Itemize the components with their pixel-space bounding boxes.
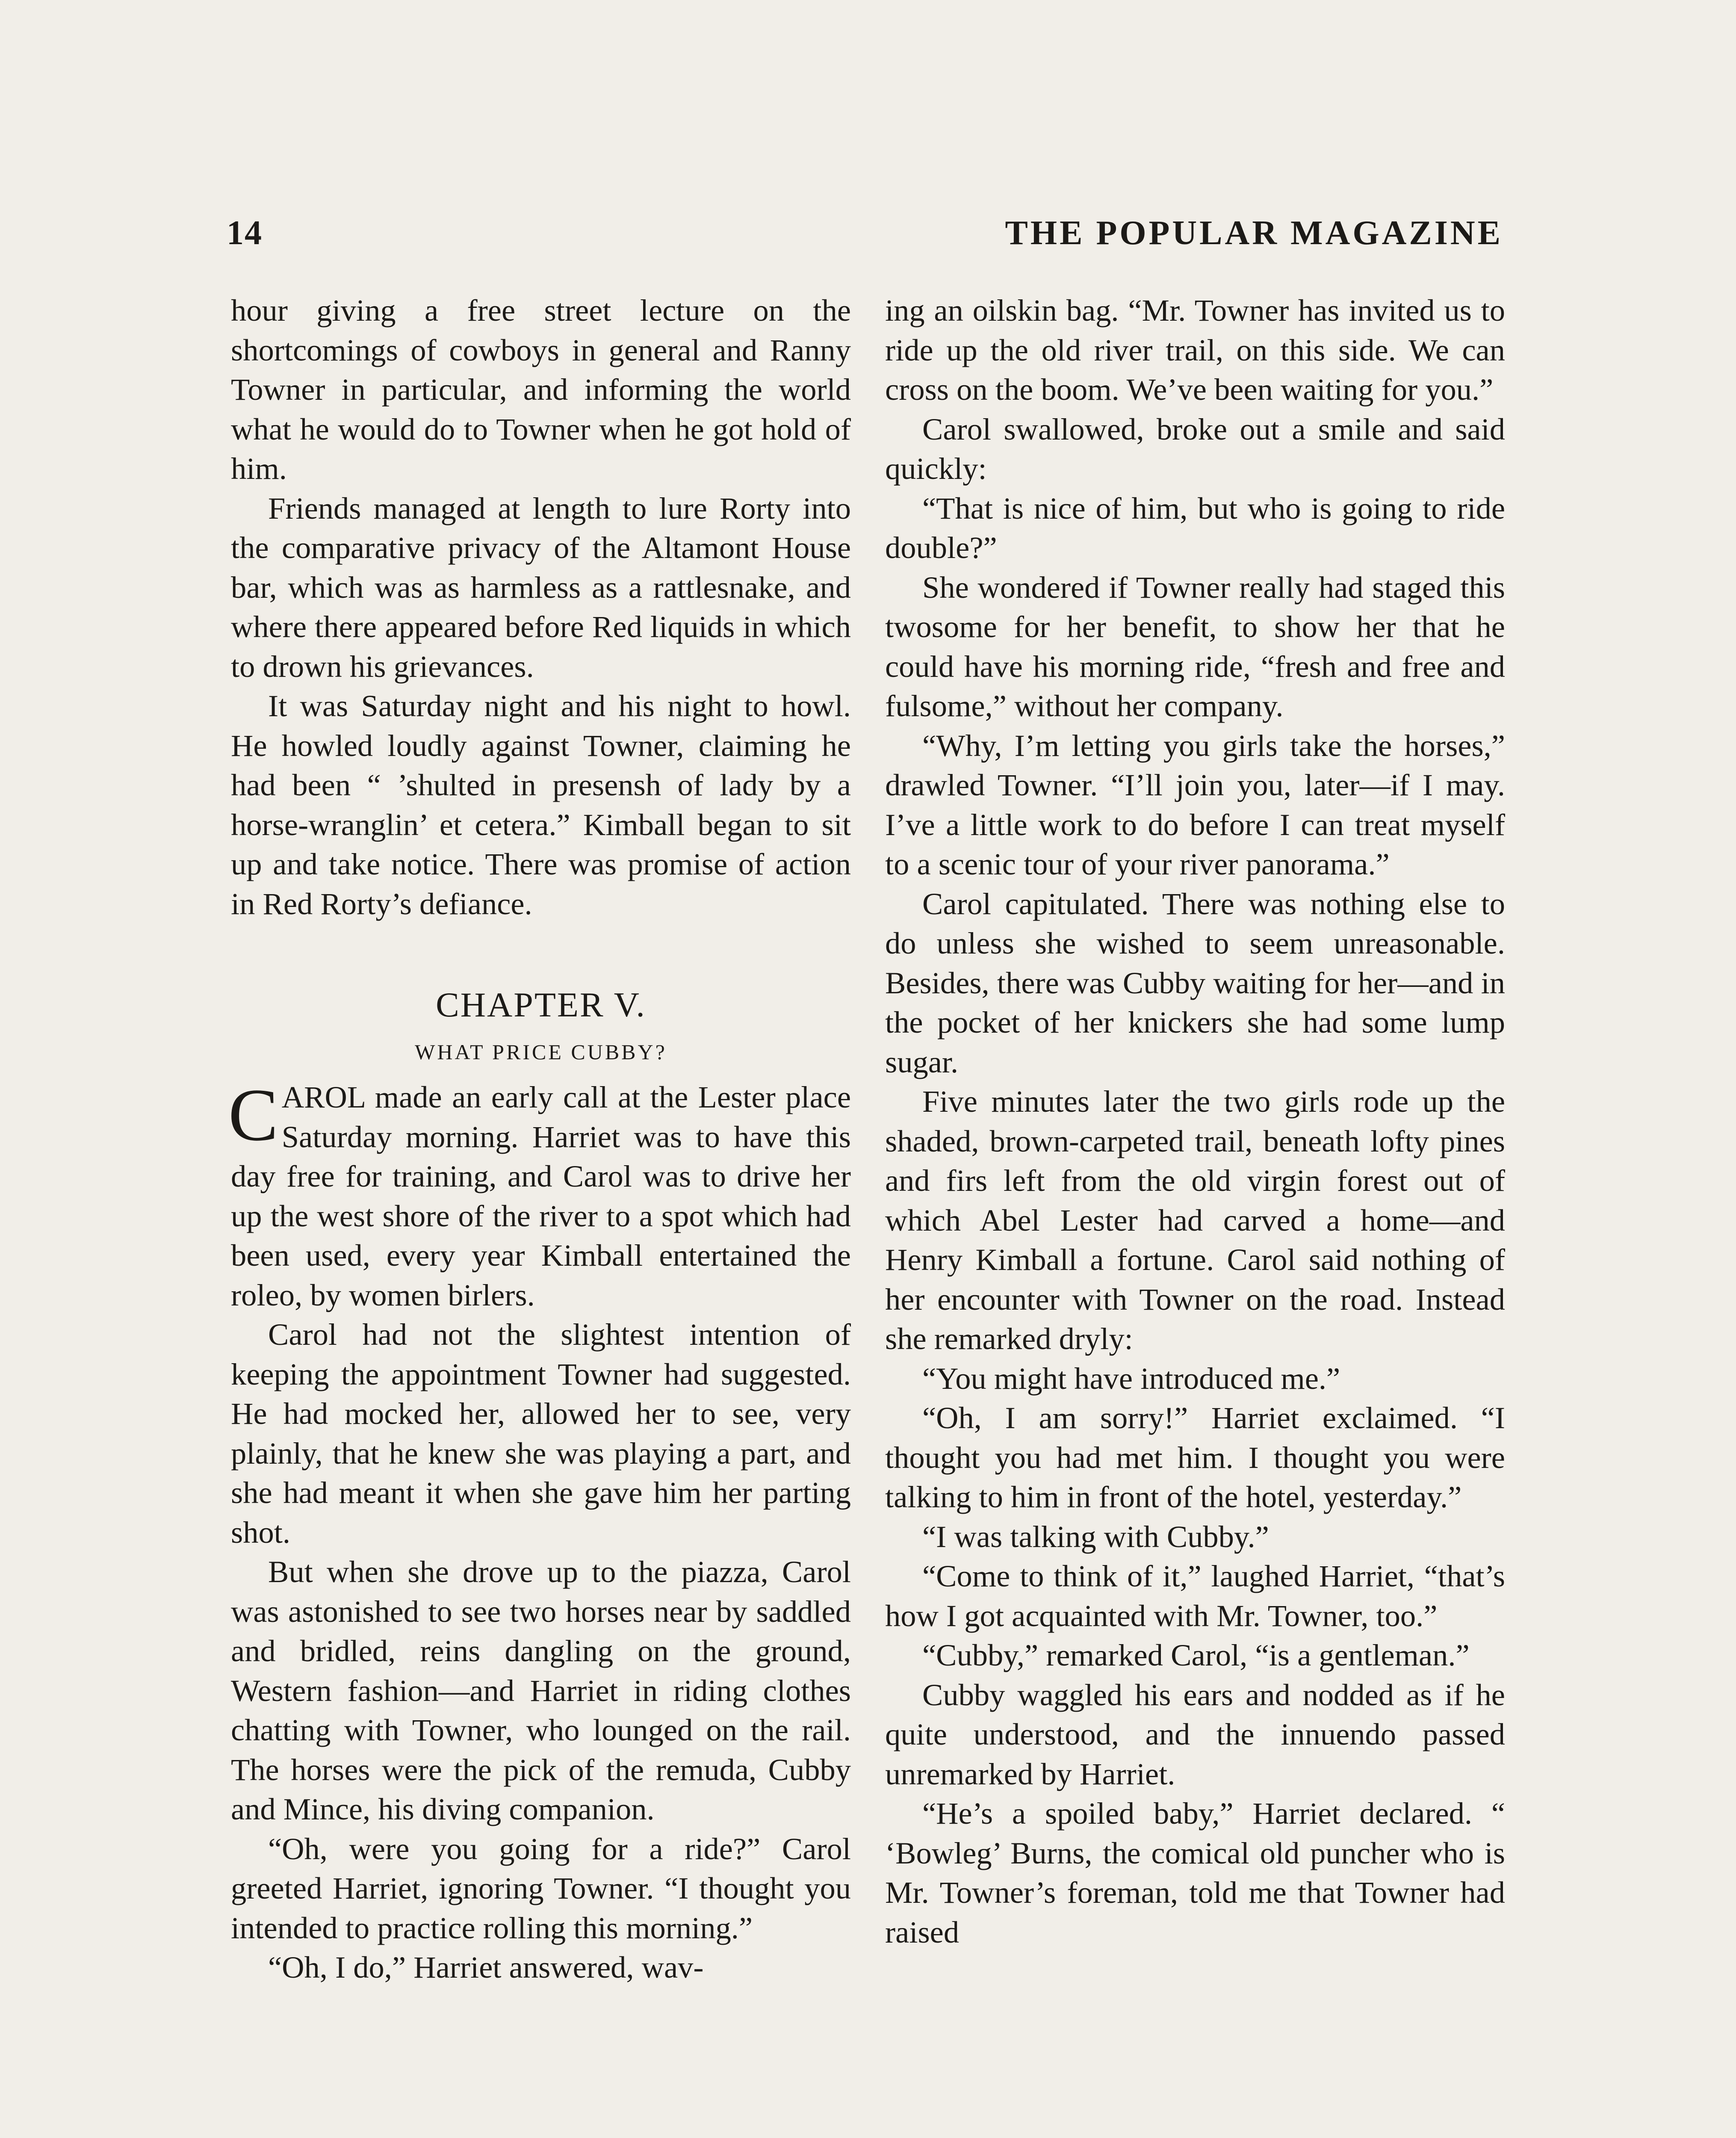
drop-cap: C <box>228 1073 278 1156</box>
paragraph: But when she drove up to the piazza, Carol was astonished to see two horses near by saddled and bridled, reins dangling on the ground, Western fashion—and Harriet in riding clothes chatting with Towner, who lounged on the rail. The horses were the pick of the remuda, Cubby and Mince, his diving companion. <box>231 1554 851 1826</box>
paragraph: “He’s a spoiled baby,” Harriet declared. “ ‘Bowleg’ Burns, the comical old puncher who is Mr. Towner’s foreman, told me that Towner had raised <box>885 1796 1505 1949</box>
chapter-title: CHAPTER V. <box>436 985 646 1024</box>
paragraph: Cubby waggled his ears and nodded as if he quite understood, and the innuendo passed unremarked by Harriet. <box>885 1677 1505 1791</box>
running-title: THE POPULAR MAGAZINE <box>1005 214 1503 252</box>
paragraph: “That is nice of him, but who is going to ride double?” <box>885 490 1505 565</box>
paragraph: Carol swallowed, broke out a smile and said quickly: <box>885 411 1505 486</box>
paragraph: “You might have introduced me.” <box>922 1361 1340 1396</box>
page-number: 14 <box>227 214 263 252</box>
chapter-subtitle: WHAT PRICE CUBBY? <box>415 1040 667 1064</box>
paragraph: It was Saturday night and his night to howl. He howled loudly against Towner, claiming he had been “ ’shulted in presensh of lady by a horse-wranglin’ et cetera.” Kimball began to sit up and take notice. There was promise of action in Red Rorty’s defiance. <box>231 688 851 921</box>
paragraph: “Oh, I am sorry!” Harriet exclaimed. “I thought you had met him. I thought you were talking to him in front of the hotel, yesterday.” <box>885 1400 1505 1514</box>
opening-text: AROL made an early call at the Lester place Saturday morning. Harriet was to have this day free for training, and Carol was to drive her up the west shore of the river to a spot which had been used, every year Kimball entertained the roleo, by women birlers. <box>231 1080 851 1312</box>
paragraph: Friends managed at length to lure Rorty into the comparative privacy of the Altamont House bar, which was as harmless as a rattlesnake, and where there appeared before Red liquids in which to drown his grievances. <box>231 490 851 684</box>
paragraph: “Oh, I do,” Harriet answered, wav- <box>268 1950 704 1984</box>
right-column <box>885 291 1505 1952</box>
paragraph: Carol had not the slightest intention of keeping the appointment Towner had suggested. He had mocked her, allowed her to see, very plainly, that he knew she was playing a part, and she had meant it when she gave him her parting shot. <box>231 1317 851 1550</box>
paragraph: ing an oilskin bag. “Mr. Towner has invited us to ride up the old river trail, on this side. We can cross on the boom. We’ve been waiting for you.” <box>885 293 1505 407</box>
paragraph: Carol capitulated. There was nothing else to do unless she wished to seem unreasonable. Besides, there was Cubby waiting for her—and in the pocket of her knickers she had some lump sugar. <box>885 886 1505 1079</box>
chapter-opening-paragraph <box>228 1073 851 1315</box>
paragraph: “Come to think of it,” laughed Harriet, “that’s how I got acquainted with Mr. Towner, too.” <box>885 1559 1505 1633</box>
paragraph: “Cubby,” remarked Carol, “is a gentleman.” <box>922 1638 1470 1672</box>
left-column <box>228 291 851 1987</box>
paragraph: “Why, I’m letting you girls take the horses,” drawled Towner. “I’ll join you, later—if I may. I’ve a little work to do before I can treat myself to a scenic tour of your river panorama.” <box>885 728 1505 881</box>
paragraph: “I was talking with Cubby.” <box>922 1519 1269 1554</box>
paragraph: “Oh, were you going for a ride?” Carol greeted Harriet, ignoring Towner. “I thought you intended to practice rolling this morning.” <box>231 1831 851 1945</box>
paragraph: hour giving a free street lecture on the shortcomings of cowboys in general and Ranny Towner in particular, and informing the world what he would do to Towner when he got hold of him. <box>231 293 851 486</box>
paragraph: Five minutes later the two girls rode up the shaded, brown-carpeted trail, beneath lofty pines and firs left from the old virgin forest out of which Abel Lester had carved a home—and Henry Kimball a fortune. Carol said nothing of her encounter with Towner on the road. Instead she remarked dryly: <box>885 1084 1505 1356</box>
paragraph: She wondered if Towner really had staged this twosome for her benefit, to show her that he could have his morning ride, “fresh and free and fulsome,” without her company. <box>885 570 1505 723</box>
